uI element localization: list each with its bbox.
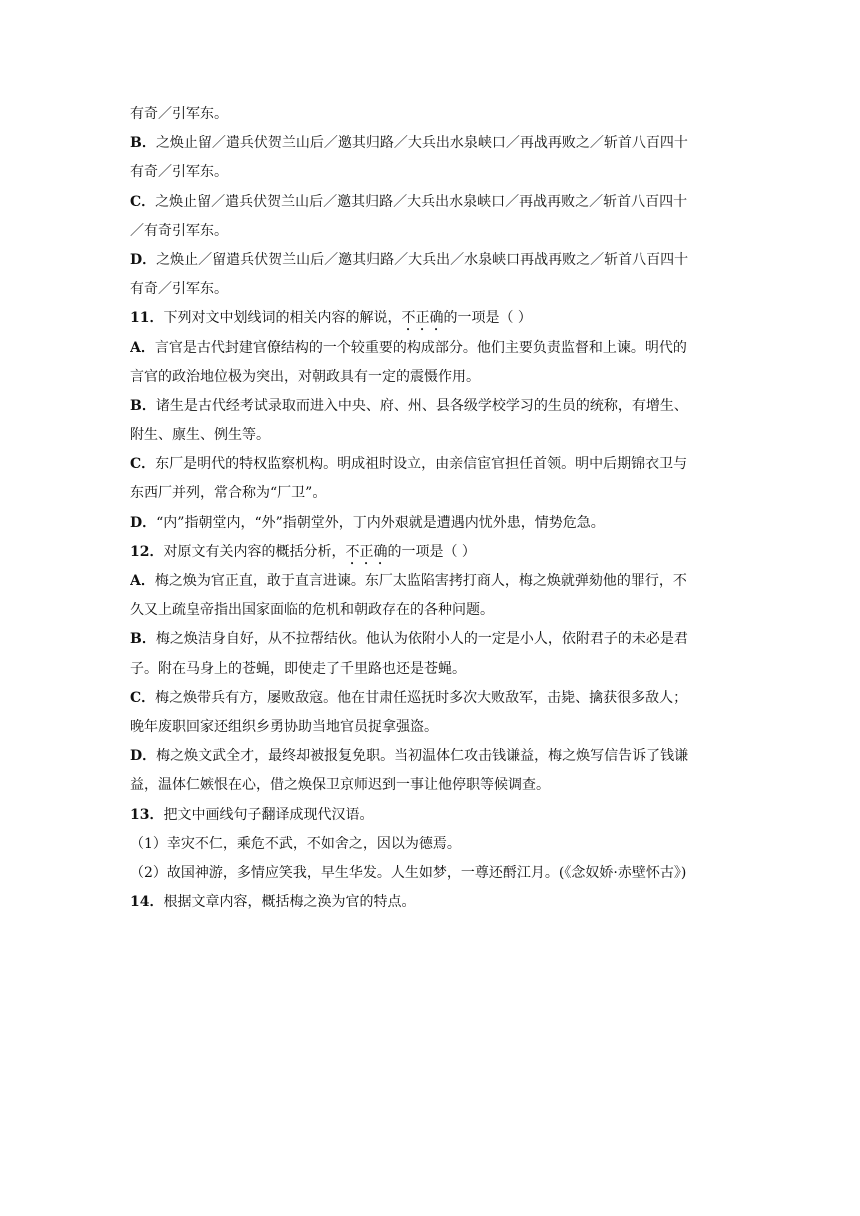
line-text: （2）故国神游，多情应笑我，早生华发。人生如梦，一尊还酹江月。(《念奴娇·赤壁怀古》) xyxy=(130,864,687,881)
translation-item-2 xyxy=(130,859,735,888)
option-d-line xyxy=(130,742,735,771)
question-text: 的一项是（ ） xyxy=(443,310,532,327)
line-text: 益，温体仁嫉恨在心，借之焕保卫京师迟到一事让他停职等候调查。 xyxy=(130,777,550,794)
option-label: B． xyxy=(130,397,156,414)
question-text: 的一项是（ ） xyxy=(387,543,476,560)
option-label: D． xyxy=(130,251,157,268)
emphasis-text: 不正确 xyxy=(345,543,388,560)
option-c-line xyxy=(130,684,735,713)
option-b-line xyxy=(130,129,735,158)
line-text: “内”指朝堂内，“外”指朝堂外，丁内外艰就是遭遇内忧外患，情势危急。 xyxy=(156,514,605,531)
line-text: 梅之焕为官正直，敢于直言进谏。东厂太监陷害拷打商人，梅之焕就弹劾他的罪行，不 xyxy=(154,573,687,589)
text-line xyxy=(130,158,735,187)
option-d-line xyxy=(130,246,735,275)
text-line xyxy=(130,217,735,246)
question-text: 对原文有关内容的概括分析， xyxy=(163,543,346,560)
line-text: （1）幸灾不仁，乘危不武，不如舍之，因以为德焉。 xyxy=(130,835,461,852)
line-text: 之焕止／留遣兵伏贺兰山后／邀其归路／大兵出／水泉峡口再战再败之／斩首八百四十 xyxy=(156,251,689,268)
text-line xyxy=(130,655,735,684)
text-line xyxy=(130,596,735,625)
question-text: 根据文章内容，概括梅之涣为官的特点。 xyxy=(163,894,416,911)
line-text: 梅之焕带兵有方，屡败敌寇。他在甘肃任巡抚时多次大败敌军，击毙、擒获很多敌人； xyxy=(155,689,688,706)
option-c-line xyxy=(130,188,735,217)
line-text: 言官是古代封建官僚结构的一个较重要的构成部分。他们主要负责监督和上谏。明代的 xyxy=(154,339,687,356)
question-11 xyxy=(130,304,735,333)
question-text: 下列对文中划线词的相关内容的解说， xyxy=(163,310,402,327)
line-text: 有奇／引军东。 xyxy=(130,164,228,181)
line-text: 言官的政治地位极为突出，对朝政具有一定的震慑作用。 xyxy=(130,368,480,385)
option-label: A． xyxy=(130,573,155,589)
emphasis-text: 不正确 xyxy=(401,310,444,327)
option-d-line xyxy=(130,509,735,538)
option-label: C． xyxy=(130,193,156,210)
line-text: 有奇／引军东。 xyxy=(130,281,228,298)
question-number: 11． xyxy=(130,310,164,327)
option-c-line xyxy=(130,450,735,479)
line-text: 晚年废职回家还组织乡勇协助当地官员捉拿强盗。 xyxy=(130,718,438,735)
line-text: ／有奇引军东。 xyxy=(130,222,228,239)
text-line xyxy=(130,100,735,129)
line-text: 子。附在马身上的苍蝇，即使走了千里路也还是苍蝇。 xyxy=(130,660,466,677)
option-a-line xyxy=(130,567,735,596)
question-12 xyxy=(130,538,735,567)
text-line xyxy=(130,479,735,508)
text-line xyxy=(130,421,735,450)
line-text: 东厂是明代的特权监察机构。明成祖时设立，由亲信宦官担任首领。明中后期锦衣卫与 xyxy=(155,456,688,473)
line-text: 之焕止留／遣兵伏贺兰山后／邀其归路／大兵出水泉峡口／再战再败之／斩首八百四十 xyxy=(155,135,688,152)
translation-item-1 xyxy=(130,830,735,859)
option-label: D． xyxy=(130,514,157,531)
option-label: A． xyxy=(130,339,155,356)
line-text: 梅之焕洁身自好，从不拉帮结伙。他认为依附小人的一定是小人，依附君子的未必是君 xyxy=(155,631,688,648)
option-label: B． xyxy=(130,631,156,648)
question-number: 12． xyxy=(130,543,164,560)
line-text: 东西厂并列，常合称为“厂卫”。 xyxy=(130,485,327,502)
option-a-line xyxy=(130,334,735,363)
text-line xyxy=(130,275,735,304)
line-text: 久又上疏皇帝指出国家面临的危机和朝政存在的各种问题。 xyxy=(130,602,494,619)
text-line xyxy=(130,363,735,392)
text-line xyxy=(130,771,735,800)
question-14 xyxy=(130,888,735,917)
line-text: 之焕止留／遣兵伏贺兰山后／邀其归路／大兵出水泉峡口／再战再败之／斩首八百四十 xyxy=(155,193,688,210)
text-line xyxy=(130,713,735,742)
exam-page xyxy=(130,100,735,917)
option-b-line xyxy=(130,625,735,654)
line-text: 梅之焕文武全才，最终却被报复免职。当初温体仁攻击钱谦益，梅之焕写信告诉了钱谦 xyxy=(156,748,689,765)
line-text: 有奇／引军东。 xyxy=(130,106,228,122)
question-number: 13． xyxy=(130,806,164,823)
question-number: 14． xyxy=(130,894,164,911)
option-label: C． xyxy=(130,456,156,473)
option-label: D． xyxy=(130,748,157,765)
option-b-line xyxy=(130,392,735,421)
question-text: 把文中画线句子翻译成现代汉语。 xyxy=(163,806,374,823)
line-text: 附生、廪生、例生等。 xyxy=(130,427,270,444)
line-text: 诸生是古代经考试录取而进入中央、府、州、县各级学校学习的生员的统称，有增生、 xyxy=(155,397,688,414)
question-13 xyxy=(130,801,735,830)
option-label: C． xyxy=(130,689,156,706)
option-label: B． xyxy=(130,135,156,152)
